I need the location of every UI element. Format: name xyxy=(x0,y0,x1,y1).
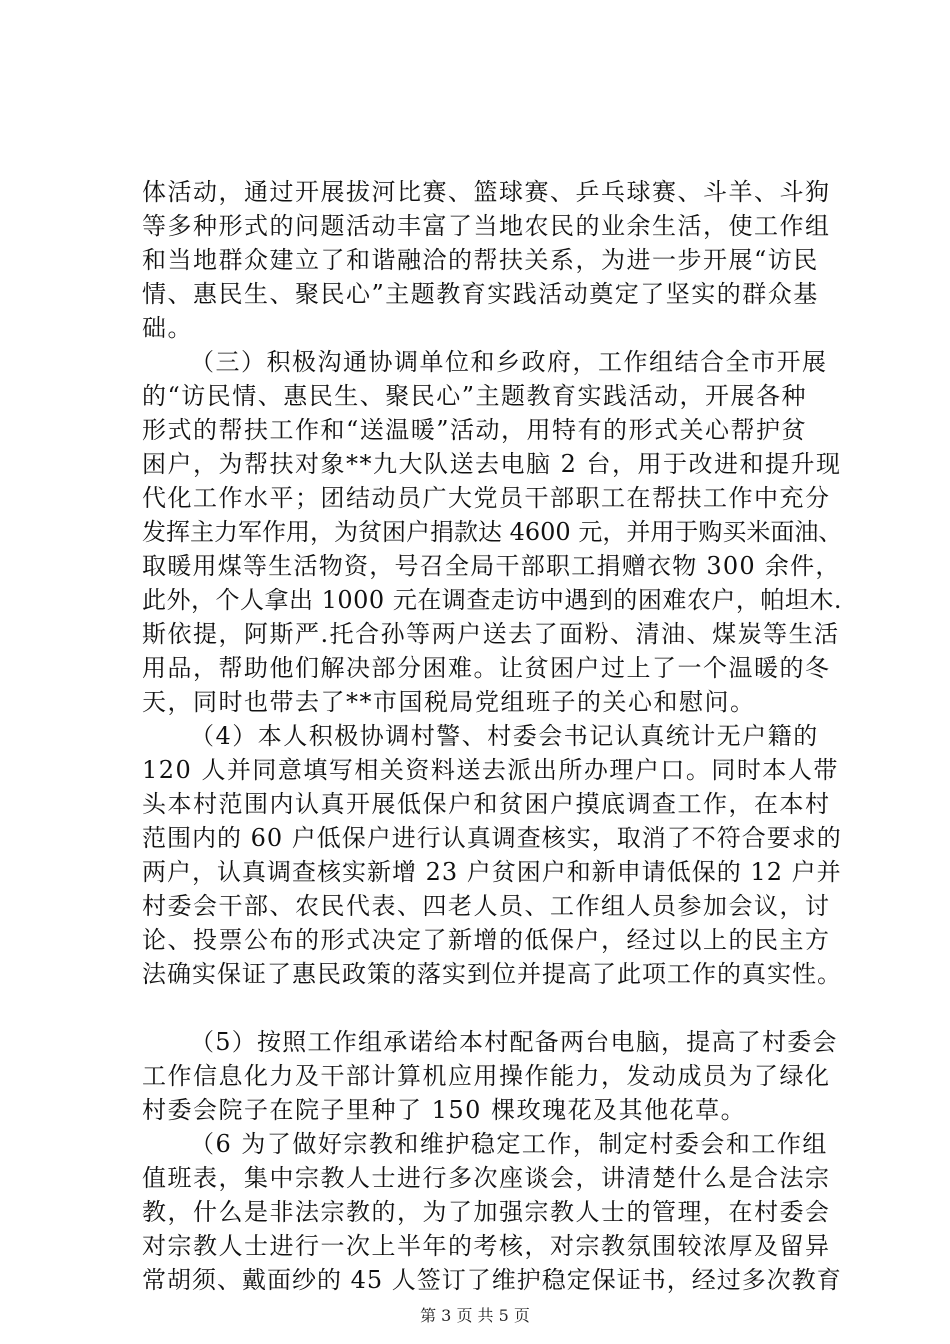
page-number-footer: 第 3 页 共 5 页 xyxy=(420,1306,530,1325)
text-line: 120 人并同意填写相关资料送去派出所办理户口。同时本人带 xyxy=(142,756,839,784)
text-line: 教，什么是非法宗教的，为了加强宗教人士的管理，在村委会 xyxy=(142,1198,831,1226)
text-line: 此外，个人拿出 1000 元在调查走访中遇到的困难农户，帕坦木. xyxy=(142,586,842,614)
text-line: 两户，认真调查核实新增 23 户贫困户和新申请低保的 12 户并 xyxy=(142,858,842,886)
text-line: 用品，帮助他们解决部分困难。让贫困户过上了一个温暖的冬 xyxy=(142,654,831,682)
text-line: 等多种形式的问题活动丰富了当地农民的业余生活，使工作组 xyxy=(142,212,831,240)
text-line: 工作信息化力及干部计算机应用操作能力，发动成员为了绿化 xyxy=(142,1062,831,1090)
text-line: 斯依提，阿斯严.托合孙等两户送去了面粉、清油、煤炭等生活 xyxy=(142,620,840,648)
text-line: 头本村范围内认真开展低保户和贫困户摸底调查工作，在本村 xyxy=(142,790,831,818)
paragraph-start-line: （4）本人积极协调村警、村委会书记认真统计无户籍的 xyxy=(190,722,819,750)
text-line: 对宗教人士进行一次上半年的考核，对宗教氛围较浓厚及留异 xyxy=(142,1232,831,1260)
text-line: 形式的帮扶工作和“送温暖”活动，用特有的形式关心帮护贫 xyxy=(142,416,808,444)
text-line: 范围内的 60 户低保户进行认真调查核实，取消了不符合要求的 xyxy=(142,824,842,852)
text-line: 体活动，通过开展拔河比赛、篮球赛、乒乓球赛、斗羊、斗狗 xyxy=(142,178,831,206)
paragraph-start-line: （三）积极沟通协调单位和乡政府，工作组结合全市开展 xyxy=(190,348,828,376)
text-line: 情、惠民生、聚民心”主题教育实践活动奠定了坚实的群众基 xyxy=(142,280,819,308)
text-line: 困户，为帮扶对象**九大队送去电脑 2 台，用于改进和提升现 xyxy=(142,450,842,478)
text-line: 论、投票公布的形式决定了新增的低保户，经过以上的民主方 xyxy=(142,926,831,954)
text-line: 的“访民情、惠民生、聚民心”主题教育实践活动，开展各种 xyxy=(142,382,808,410)
text-line: 村委会干部、农民代表、四老人员、工作组人员参加会议，讨 xyxy=(142,892,831,920)
text-line: 法确实保证了惠民政策的落实到位并提高了此项工作的真实性。 xyxy=(142,960,842,988)
text-line: 常胡须、戴面纱的 45 人签订了维护稳定保证书，经过多次教育 xyxy=(142,1266,842,1294)
text-line: 天，同时也带去了**市国税局党组班子的关心和慰问。 xyxy=(142,688,756,716)
text-line: 础。 xyxy=(142,314,193,342)
text-line: 值班表，集中宗教人士进行多次座谈会，讲清楚什么是合法宗 xyxy=(142,1164,831,1192)
text-line: 代化工作水平；团结动员广大党员干部职工在帮扶工作中充分 xyxy=(142,484,831,512)
text-line: 取暖用煤等生活物资，号召全局干部职工捐赠衣物 300 余件， xyxy=(142,552,841,580)
paragraph-start-line: （6 为了做好宗教和维护稳定工作，制定村委会和工作组 xyxy=(190,1130,828,1158)
text-line: 和当地群众建立了和谐融洽的帮扶关系，为进一步开展“访民 xyxy=(142,246,819,274)
paragraph-start-line: （5）按照工作组承诺给本村配备两台电脑，提高了村委会 xyxy=(190,1028,838,1056)
text-line: 村委会院子在院子里种了 150 棵玫瑰花及其他花草。 xyxy=(142,1096,747,1124)
text-line: 发挥主力军作用，为贫困户捐款达 4600 元，并用于购买米面油、 xyxy=(142,518,843,546)
